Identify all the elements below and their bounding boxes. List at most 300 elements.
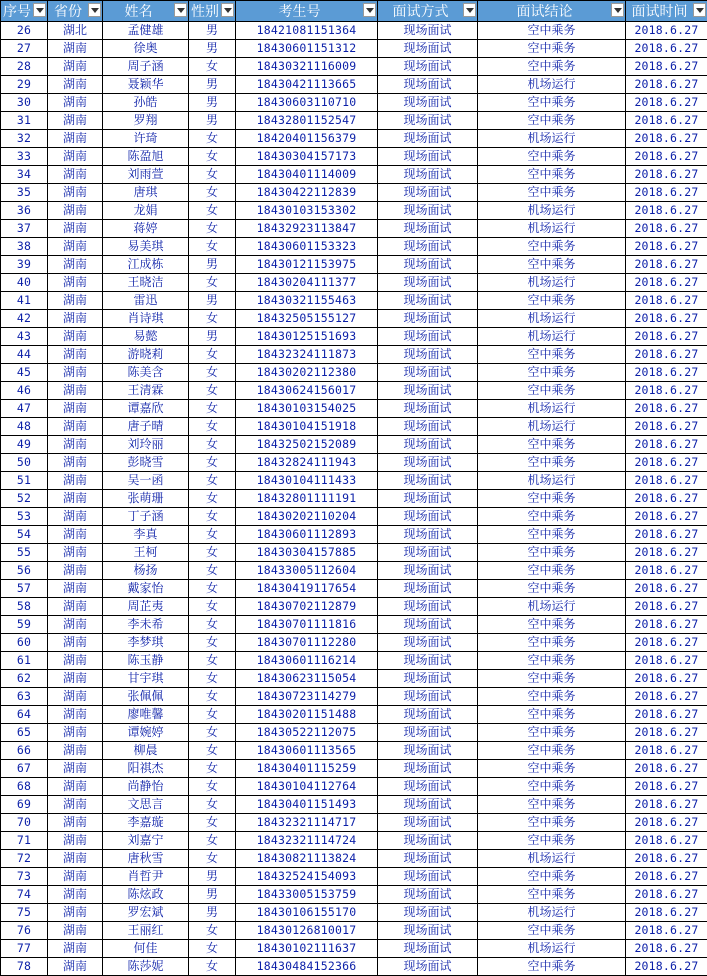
column-interview-time-cell[interactable]: 2018.6.27 xyxy=(626,598,707,616)
column-interview-method-cell[interactable]: 现场面试 xyxy=(378,670,478,688)
column-gender-cell[interactable]: 女 xyxy=(189,274,236,292)
column-interview-time-cell[interactable]: 2018.6.27 xyxy=(626,958,707,976)
column-exam-id-cell[interactable]: 18430104112764 xyxy=(236,778,378,796)
column-interview-method-cell[interactable]: 现场面试 xyxy=(378,184,478,202)
column-province-cell[interactable]: 湖南 xyxy=(48,850,103,868)
column-name-cell[interactable]: 唐子晴 xyxy=(103,418,189,436)
column-name-cell[interactable]: 李嘉璇 xyxy=(103,814,189,832)
column-interview-result-cell[interactable]: 空中乘务 xyxy=(478,616,626,634)
column-interview-result-cell[interactable]: 机场运行 xyxy=(478,904,626,922)
column-interview-time-cell[interactable]: 2018.6.27 xyxy=(626,724,707,742)
column-name-cell[interactable]: 易懿 xyxy=(103,328,189,346)
column-province-cell[interactable]: 湖南 xyxy=(48,130,103,148)
column-seq-cell[interactable]: 57 xyxy=(1,580,48,598)
column-seq-cell[interactable]: 42 xyxy=(1,310,48,328)
column-seq-cell[interactable]: 70 xyxy=(1,814,48,832)
column-province-cell[interactable]: 湖南 xyxy=(48,562,103,580)
column-province-cell[interactable]: 湖南 xyxy=(48,670,103,688)
column-seq-cell[interactable]: 73 xyxy=(1,868,48,886)
column-exam-id-cell[interactable]: 18420401156379 xyxy=(236,130,378,148)
column-interview-result-cell[interactable]: 空中乘务 xyxy=(478,94,626,112)
column-interview-result-cell[interactable]: 空中乘务 xyxy=(478,706,626,724)
column-interview-result-cell[interactable]: 空中乘务 xyxy=(478,868,626,886)
column-interview-method-cell[interactable]: 现场面试 xyxy=(378,418,478,436)
column-exam-id-cell[interactable]: 18430701112280 xyxy=(236,634,378,652)
column-gender-cell[interactable]: 女 xyxy=(189,814,236,832)
column-interview-time-cell[interactable]: 2018.6.27 xyxy=(626,454,707,472)
column-seq-cell[interactable]: 78 xyxy=(1,958,48,976)
column-interview-method-cell[interactable]: 现场面试 xyxy=(378,130,478,148)
column-interview-result-cell[interactable]: 机场运行 xyxy=(478,940,626,958)
column-name-cell[interactable]: 陈盈旭 xyxy=(103,148,189,166)
column-seq-cell[interactable]: 49 xyxy=(1,436,48,454)
column-gender-cell[interactable]: 女 xyxy=(189,220,236,238)
column-gender-cell[interactable]: 女 xyxy=(189,202,236,220)
column-name-cell[interactable]: 周子涵 xyxy=(103,58,189,76)
column-province-cell[interactable]: 湖南 xyxy=(48,472,103,490)
column-seq-cell[interactable]: 47 xyxy=(1,400,48,418)
column-province-cell[interactable]: 湖南 xyxy=(48,166,103,184)
column-interview-method-cell[interactable]: 现场面试 xyxy=(378,742,478,760)
column-interview-time-cell[interactable]: 2018.6.27 xyxy=(626,238,707,256)
column-name-cell[interactable]: 李未希 xyxy=(103,616,189,634)
column-seq-cell[interactable]: 56 xyxy=(1,562,48,580)
column-gender-cell[interactable]: 女 xyxy=(189,832,236,850)
column-name-cell[interactable]: 陈炫政 xyxy=(103,886,189,904)
column-seq-cell[interactable]: 28 xyxy=(1,58,48,76)
column-seq-cell[interactable]: 63 xyxy=(1,688,48,706)
column-gender-cell[interactable]: 男 xyxy=(189,886,236,904)
column-interview-result-cell[interactable]: 机场运行 xyxy=(478,472,626,490)
column-seq-cell[interactable]: 64 xyxy=(1,706,48,724)
column-name-cell[interactable]: 蒋婷 xyxy=(103,220,189,238)
column-interview-result-cell[interactable]: 机场运行 xyxy=(478,328,626,346)
column-interview-result-cell[interactable]: 空中乘务 xyxy=(478,886,626,904)
column-exam-id-cell[interactable]: 18421081151364 xyxy=(236,22,378,40)
column-interview-time-cell[interactable]: 2018.6.27 xyxy=(626,202,707,220)
column-exam-id-cell[interactable]: 18430103153302 xyxy=(236,202,378,220)
column-interview-result-cell[interactable]: 机场运行 xyxy=(478,418,626,436)
column-province-cell[interactable]: 湖南 xyxy=(48,184,103,202)
column-interview-result-cell[interactable]: 空中乘务 xyxy=(478,238,626,256)
filter-dropdown-icon[interactable] xyxy=(693,3,706,17)
column-gender-cell[interactable]: 女 xyxy=(189,418,236,436)
column-gender-cell[interactable]: 男 xyxy=(189,256,236,274)
column-seq-cell[interactable]: 41 xyxy=(1,292,48,310)
column-gender-cell[interactable]: 女 xyxy=(189,616,236,634)
column-interview-result-cell[interactable]: 空中乘务 xyxy=(478,256,626,274)
column-name-cell[interactable]: 刘雨萱 xyxy=(103,166,189,184)
column-province-cell[interactable]: 湖南 xyxy=(48,760,103,778)
column-interview-time-cell[interactable]: 2018.6.27 xyxy=(626,184,707,202)
column-exam-id-cell[interactable]: 18430701111816 xyxy=(236,616,378,634)
column-interview-time-cell[interactable]: 2018.6.27 xyxy=(626,490,707,508)
column-interview-result-cell[interactable]: 空中乘务 xyxy=(478,742,626,760)
column-seq-cell[interactable]: 34 xyxy=(1,166,48,184)
column-province-cell[interactable]: 湖南 xyxy=(48,868,103,886)
column-interview-method-cell[interactable]: 现场面试 xyxy=(378,796,478,814)
column-name-cell[interactable]: 陈美含 xyxy=(103,364,189,382)
column-interview-result-cell[interactable]: 机场运行 xyxy=(478,76,626,94)
column-interview-result-cell[interactable]: 空中乘务 xyxy=(478,526,626,544)
column-seq-cell[interactable]: 52 xyxy=(1,490,48,508)
column-name-cell[interactable]: 许琦 xyxy=(103,130,189,148)
column-interview-time-cell[interactable]: 2018.6.27 xyxy=(626,436,707,454)
column-interview-method-cell[interactable]: 现场面试 xyxy=(378,652,478,670)
column-interview-result-cell[interactable]: 空中乘务 xyxy=(478,436,626,454)
column-province-cell[interactable]: 湖南 xyxy=(48,202,103,220)
column-seq-cell[interactable]: 39 xyxy=(1,256,48,274)
column-province-cell[interactable]: 湖南 xyxy=(48,274,103,292)
column-name-cell[interactable]: 刘玲丽 xyxy=(103,436,189,454)
column-seq-cell[interactable]: 65 xyxy=(1,724,48,742)
column-gender-cell[interactable]: 女 xyxy=(189,526,236,544)
column-interview-time-cell[interactable]: 2018.6.27 xyxy=(626,814,707,832)
column-exam-id-cell[interactable]: 18430421113665 xyxy=(236,76,378,94)
column-exam-id-cell[interactable]: 18430603110710 xyxy=(236,94,378,112)
column-province-cell[interactable]: 湖南 xyxy=(48,886,103,904)
column-interview-time-cell[interactable]: 2018.6.27 xyxy=(626,166,707,184)
column-seq-cell[interactable]: 43 xyxy=(1,328,48,346)
column-name-cell[interactable]: 李梦琪 xyxy=(103,634,189,652)
column-interview-result-cell[interactable]: 机场运行 xyxy=(478,202,626,220)
column-gender-cell[interactable]: 女 xyxy=(189,166,236,184)
column-interview-time-cell[interactable]: 2018.6.27 xyxy=(626,508,707,526)
column-seq-cell[interactable]: 26 xyxy=(1,22,48,40)
column-seq-cell[interactable]: 33 xyxy=(1,148,48,166)
column-exam-id-cell[interactable]: 18430121153975 xyxy=(236,256,378,274)
column-province-cell[interactable]: 湖南 xyxy=(48,544,103,562)
column-seq-cell[interactable]: 50 xyxy=(1,454,48,472)
column-gender-cell[interactable]: 女 xyxy=(189,130,236,148)
column-seq-cell[interactable]: 59 xyxy=(1,616,48,634)
column-name-cell[interactable]: 谭嘉欣 xyxy=(103,400,189,418)
column-name-cell[interactable]: 聂颖华 xyxy=(103,76,189,94)
filter-dropdown-icon[interactable] xyxy=(174,3,187,17)
column-interview-method-cell[interactable]: 现场面试 xyxy=(378,274,478,292)
column-interview-method-cell[interactable]: 现场面试 xyxy=(378,328,478,346)
column-province-cell[interactable]: 湖南 xyxy=(48,238,103,256)
column-name-cell[interactable]: 杨扬 xyxy=(103,562,189,580)
column-interview-method-cell[interactable]: 现场面试 xyxy=(378,616,478,634)
column-interview-method-cell[interactable]: 现场面试 xyxy=(378,778,478,796)
column-interview-method-cell[interactable]: 现场面试 xyxy=(378,112,478,130)
column-interview-time-cell[interactable]: 2018.6.27 xyxy=(626,310,707,328)
column-name-cell[interactable]: 刘嘉宁 xyxy=(103,832,189,850)
column-gender-cell[interactable]: 女 xyxy=(189,346,236,364)
column-seq-cell[interactable]: 31 xyxy=(1,112,48,130)
column-exam-id-cell[interactable]: 18430126810017 xyxy=(236,922,378,940)
column-interview-method-cell[interactable]: 现场面试 xyxy=(378,706,478,724)
column-interview-time-cell[interactable]: 2018.6.27 xyxy=(626,850,707,868)
column-interview-result-cell[interactable]: 空中乘务 xyxy=(478,634,626,652)
column-gender-cell[interactable]: 男 xyxy=(189,40,236,58)
column-seq-cell[interactable]: 45 xyxy=(1,364,48,382)
column-exam-id-cell[interactable]: 18430601116214 xyxy=(236,652,378,670)
column-seq-cell[interactable]: 75 xyxy=(1,904,48,922)
column-exam-id-cell[interactable]: 18432923113847 xyxy=(236,220,378,238)
column-name-cell[interactable]: 王丽红 xyxy=(103,922,189,940)
column-interview-result-cell[interactable]: 空中乘务 xyxy=(478,760,626,778)
column-interview-result-cell[interactable]: 空中乘务 xyxy=(478,652,626,670)
column-exam-id-cell[interactable]: 18432321114724 xyxy=(236,832,378,850)
column-exam-id-cell[interactable]: 18430202112380 xyxy=(236,364,378,382)
column-seq-cell[interactable]: 46 xyxy=(1,382,48,400)
column-interview-method-cell[interactable]: 现场面试 xyxy=(378,526,478,544)
column-interview-time-cell[interactable]: 2018.6.27 xyxy=(626,130,707,148)
column-gender-cell[interactable]: 男 xyxy=(189,94,236,112)
column-name-cell[interactable]: 肖诗琪 xyxy=(103,310,189,328)
column-name-cell[interactable]: 陈莎妮 xyxy=(103,958,189,976)
column-province-cell[interactable]: 湖南 xyxy=(48,508,103,526)
column-name-cell[interactable]: 孙皓 xyxy=(103,94,189,112)
column-interview-time-cell[interactable]: 2018.6.27 xyxy=(626,418,707,436)
column-exam-id-cell[interactable]: 18432324111873 xyxy=(236,346,378,364)
column-exam-id-cell[interactable]: 18430702112879 xyxy=(236,598,378,616)
column-gender-cell[interactable]: 女 xyxy=(189,238,236,256)
column-interview-method-cell[interactable]: 现场面试 xyxy=(378,688,478,706)
column-name-cell[interactable]: 王晓洁 xyxy=(103,274,189,292)
column-gender-cell[interactable]: 女 xyxy=(189,562,236,580)
column-interview-method-cell[interactable]: 现场面试 xyxy=(378,598,478,616)
column-gender-cell[interactable]: 女 xyxy=(189,670,236,688)
column-name-cell[interactable]: 彭晓雪 xyxy=(103,454,189,472)
column-exam-id-cell[interactable]: 18430601112893 xyxy=(236,526,378,544)
column-name-cell[interactable]: 张萌珊 xyxy=(103,490,189,508)
column-interview-result-cell[interactable]: 空中乘务 xyxy=(478,778,626,796)
column-seq-cell[interactable]: 74 xyxy=(1,886,48,904)
column-name-cell[interactable]: 徐奥 xyxy=(103,40,189,58)
column-interview-method-cell[interactable]: 现场面试 xyxy=(378,148,478,166)
column-interview-time-cell[interactable]: 2018.6.27 xyxy=(626,94,707,112)
column-name-cell[interactable]: 王柯 xyxy=(103,544,189,562)
column-name-cell[interactable]: 唐琪 xyxy=(103,184,189,202)
column-name-cell[interactable]: 罗宏斌 xyxy=(103,904,189,922)
column-interview-method-cell[interactable]: 现场面试 xyxy=(378,292,478,310)
column-gender-cell[interactable]: 女 xyxy=(189,508,236,526)
column-interview-method-cell[interactable]: 现场面试 xyxy=(378,508,478,526)
column-interview-time-cell[interactable]: 2018.6.27 xyxy=(626,40,707,58)
column-interview-time-cell[interactable]: 2018.6.27 xyxy=(626,688,707,706)
column-interview-method-cell[interactable]: 现场面试 xyxy=(378,310,478,328)
column-interview-time-cell[interactable]: 2018.6.27 xyxy=(626,292,707,310)
column-interview-result-cell[interactable]: 空中乘务 xyxy=(478,490,626,508)
column-exam-id-cell[interactable]: 18430104111433 xyxy=(236,472,378,490)
column-interview-time-cell[interactable]: 2018.6.27 xyxy=(626,634,707,652)
column-gender-cell[interactable]: 男 xyxy=(189,76,236,94)
column-interview-result-cell[interactable]: 空中乘务 xyxy=(478,454,626,472)
column-name-cell[interactable]: 吴一函 xyxy=(103,472,189,490)
column-seq-cell[interactable]: 48 xyxy=(1,418,48,436)
column-seq-cell[interactable]: 54 xyxy=(1,526,48,544)
column-interview-method-cell[interactable]: 现场面试 xyxy=(378,382,478,400)
column-name-cell[interactable]: 阳祺杰 xyxy=(103,760,189,778)
column-province-cell[interactable]: 湖南 xyxy=(48,634,103,652)
column-interview-time-cell[interactable]: 2018.6.27 xyxy=(626,868,707,886)
filter-dropdown-icon[interactable] xyxy=(463,3,476,17)
column-name-cell[interactable]: 尚静怡 xyxy=(103,778,189,796)
column-seq-cell[interactable]: 36 xyxy=(1,202,48,220)
column-interview-result-cell[interactable]: 空中乘务 xyxy=(478,184,626,202)
column-interview-time-cell[interactable]: 2018.6.27 xyxy=(626,256,707,274)
column-seq-cell[interactable]: 35 xyxy=(1,184,48,202)
column-gender-cell[interactable]: 女 xyxy=(189,958,236,976)
column-interview-result-cell[interactable]: 空中乘务 xyxy=(478,670,626,688)
column-interview-result-cell[interactable]: 空中乘务 xyxy=(478,364,626,382)
column-interview-method-cell[interactable]: 现场面试 xyxy=(378,40,478,58)
column-interview-time-cell[interactable]: 2018.6.27 xyxy=(626,76,707,94)
column-interview-method-cell[interactable]: 现场面试 xyxy=(378,544,478,562)
column-interview-time-cell[interactable]: 2018.6.27 xyxy=(626,22,707,40)
column-name-cell[interactable]: 雷迅 xyxy=(103,292,189,310)
column-name-cell[interactable]: 周芷夷 xyxy=(103,598,189,616)
column-interview-time-cell[interactable]: 2018.6.27 xyxy=(626,526,707,544)
column-exam-id-cell[interactable]: 18430522112075 xyxy=(236,724,378,742)
column-province-cell[interactable]: 湖南 xyxy=(48,256,103,274)
column-gender-cell[interactable]: 女 xyxy=(189,796,236,814)
column-interview-method-cell[interactable]: 现场面试 xyxy=(378,238,478,256)
column-interview-time-cell[interactable]: 2018.6.27 xyxy=(626,58,707,76)
filter-dropdown-icon[interactable] xyxy=(611,3,624,17)
column-gender-cell[interactable]: 女 xyxy=(189,688,236,706)
column-gender-cell[interactable]: 女 xyxy=(189,706,236,724)
column-seq-cell[interactable]: 66 xyxy=(1,742,48,760)
column-name-cell[interactable]: 丁子涵 xyxy=(103,508,189,526)
column-exam-id-cell[interactable]: 18432524154093 xyxy=(236,868,378,886)
column-interview-result-cell[interactable]: 机场运行 xyxy=(478,130,626,148)
column-name-cell[interactable]: 罗翔 xyxy=(103,112,189,130)
column-exam-id-cell[interactable]: 18430401151493 xyxy=(236,796,378,814)
column-interview-time-cell[interactable]: 2018.6.27 xyxy=(626,328,707,346)
column-interview-method-cell[interactable]: 现场面试 xyxy=(378,76,478,94)
column-interview-method-cell[interactable]: 现场面试 xyxy=(378,490,478,508)
column-seq-cell[interactable]: 32 xyxy=(1,130,48,148)
column-interview-result-cell[interactable]: 空中乘务 xyxy=(478,40,626,58)
column-interview-result-cell[interactable]: 空中乘务 xyxy=(478,292,626,310)
column-province-cell[interactable]: 湖南 xyxy=(48,580,103,598)
column-exam-id-cell[interactable]: 18430623115054 xyxy=(236,670,378,688)
column-province-cell[interactable]: 湖北 xyxy=(48,22,103,40)
column-interview-method-cell[interactable]: 现场面试 xyxy=(378,202,478,220)
column-province-cell[interactable]: 湖南 xyxy=(48,778,103,796)
column-interview-result-cell[interactable]: 空中乘务 xyxy=(478,58,626,76)
column-exam-id-cell[interactable]: 18430624156017 xyxy=(236,382,378,400)
column-interview-result-cell[interactable]: 空中乘务 xyxy=(478,958,626,976)
column-province-cell[interactable]: 湖南 xyxy=(48,292,103,310)
column-interview-method-cell[interactable]: 现场面试 xyxy=(378,220,478,238)
column-exam-id-cell[interactable]: 18432505155127 xyxy=(236,310,378,328)
column-interview-method-cell[interactable]: 现场面试 xyxy=(378,922,478,940)
column-interview-time-cell[interactable]: 2018.6.27 xyxy=(626,760,707,778)
column-province-cell[interactable]: 湖南 xyxy=(48,364,103,382)
column-exam-id-cell[interactable]: 18430106155170 xyxy=(236,904,378,922)
column-gender-cell[interactable]: 女 xyxy=(189,760,236,778)
column-interview-time-cell[interactable]: 2018.6.27 xyxy=(626,742,707,760)
column-interview-time-cell[interactable]: 2018.6.27 xyxy=(626,274,707,292)
column-interview-method-cell[interactable]: 现场面试 xyxy=(378,22,478,40)
column-province-cell[interactable]: 湖南 xyxy=(48,94,103,112)
column-exam-id-cell[interactable]: 18430601151312 xyxy=(236,40,378,58)
column-interview-time-cell[interactable]: 2018.6.27 xyxy=(626,400,707,418)
column-interview-result-cell[interactable]: 空中乘务 xyxy=(478,166,626,184)
column-interview-method-cell[interactable]: 现场面试 xyxy=(378,634,478,652)
column-interview-method-cell[interactable]: 现场面试 xyxy=(378,436,478,454)
column-interview-method-cell[interactable]: 现场面试 xyxy=(378,940,478,958)
column-interview-method-cell[interactable]: 现场面试 xyxy=(378,364,478,382)
column-name-cell[interactable]: 李真 xyxy=(103,526,189,544)
column-name-cell[interactable]: 廖唯馨 xyxy=(103,706,189,724)
column-interview-method-cell[interactable]: 现场面试 xyxy=(378,454,478,472)
filter-dropdown-icon[interactable] xyxy=(33,3,46,17)
column-seq-cell[interactable]: 53 xyxy=(1,508,48,526)
column-interview-method-cell[interactable]: 现场面试 xyxy=(378,346,478,364)
column-exam-id-cell[interactable]: 18432801152547 xyxy=(236,112,378,130)
column-province-cell[interactable]: 湖南 xyxy=(48,742,103,760)
column-name-cell[interactable]: 柳晨 xyxy=(103,742,189,760)
column-gender-cell[interactable]: 男 xyxy=(189,904,236,922)
column-seq-cell[interactable]: 72 xyxy=(1,850,48,868)
column-interview-method-cell[interactable]: 现场面试 xyxy=(378,400,478,418)
column-name-cell[interactable]: 游晓莉 xyxy=(103,346,189,364)
column-interview-result-cell[interactable]: 机场运行 xyxy=(478,274,626,292)
filter-dropdown-icon[interactable] xyxy=(363,3,376,17)
column-name-cell[interactable]: 文思言 xyxy=(103,796,189,814)
column-exam-id-cell[interactable]: 18430422112839 xyxy=(236,184,378,202)
column-interview-time-cell[interactable]: 2018.6.27 xyxy=(626,580,707,598)
column-gender-cell[interactable]: 女 xyxy=(189,940,236,958)
column-interview-result-cell[interactable]: 机场运行 xyxy=(478,850,626,868)
column-province-cell[interactable]: 湖南 xyxy=(48,724,103,742)
column-interview-time-cell[interactable]: 2018.6.27 xyxy=(626,616,707,634)
column-gender-cell[interactable]: 女 xyxy=(189,544,236,562)
column-exam-id-cell[interactable]: 18430821113824 xyxy=(236,850,378,868)
column-gender-cell[interactable]: 男 xyxy=(189,328,236,346)
column-interview-time-cell[interactable]: 2018.6.27 xyxy=(626,562,707,580)
column-exam-id-cell[interactable]: 18433005153759 xyxy=(236,886,378,904)
column-interview-result-cell[interactable]: 空中乘务 xyxy=(478,544,626,562)
column-interview-result-cell[interactable]: 空中乘务 xyxy=(478,508,626,526)
column-exam-id-cell[interactable]: 18430102111637 xyxy=(236,940,378,958)
column-interview-result-cell[interactable]: 空中乘务 xyxy=(478,796,626,814)
column-province-cell[interactable]: 湖南 xyxy=(48,76,103,94)
column-province-cell[interactable]: 湖南 xyxy=(48,490,103,508)
column-seq-cell[interactable]: 68 xyxy=(1,778,48,796)
column-exam-id-cell[interactable]: 18433005112604 xyxy=(236,562,378,580)
column-province-cell[interactable]: 湖南 xyxy=(48,796,103,814)
column-interview-result-cell[interactable]: 空中乘务 xyxy=(478,688,626,706)
column-province-cell[interactable]: 湖南 xyxy=(48,616,103,634)
column-interview-result-cell[interactable]: 机场运行 xyxy=(478,400,626,418)
column-interview-method-cell[interactable]: 现场面试 xyxy=(378,904,478,922)
column-seq-cell[interactable]: 67 xyxy=(1,760,48,778)
column-gender-cell[interactable]: 女 xyxy=(189,778,236,796)
column-gender-cell[interactable]: 女 xyxy=(189,490,236,508)
column-interview-result-cell[interactable]: 空中乘务 xyxy=(478,724,626,742)
column-province-cell[interactable]: 湖南 xyxy=(48,310,103,328)
column-province-cell[interactable]: 湖南 xyxy=(48,328,103,346)
column-exam-id-cell[interactable]: 18430321155463 xyxy=(236,292,378,310)
column-seq-cell[interactable]: 76 xyxy=(1,922,48,940)
column-province-cell[interactable]: 湖南 xyxy=(48,112,103,130)
column-interview-result-cell[interactable]: 空中乘务 xyxy=(478,814,626,832)
column-seq-cell[interactable]: 27 xyxy=(1,40,48,58)
column-gender-cell[interactable]: 女 xyxy=(189,364,236,382)
filter-dropdown-icon[interactable] xyxy=(221,3,234,17)
column-interview-method-cell[interactable]: 现场面试 xyxy=(378,724,478,742)
column-exam-id-cell[interactable]: 18430401114009 xyxy=(236,166,378,184)
column-name-cell[interactable]: 张佩佩 xyxy=(103,688,189,706)
column-interview-result-cell[interactable]: 空中乘务 xyxy=(478,562,626,580)
